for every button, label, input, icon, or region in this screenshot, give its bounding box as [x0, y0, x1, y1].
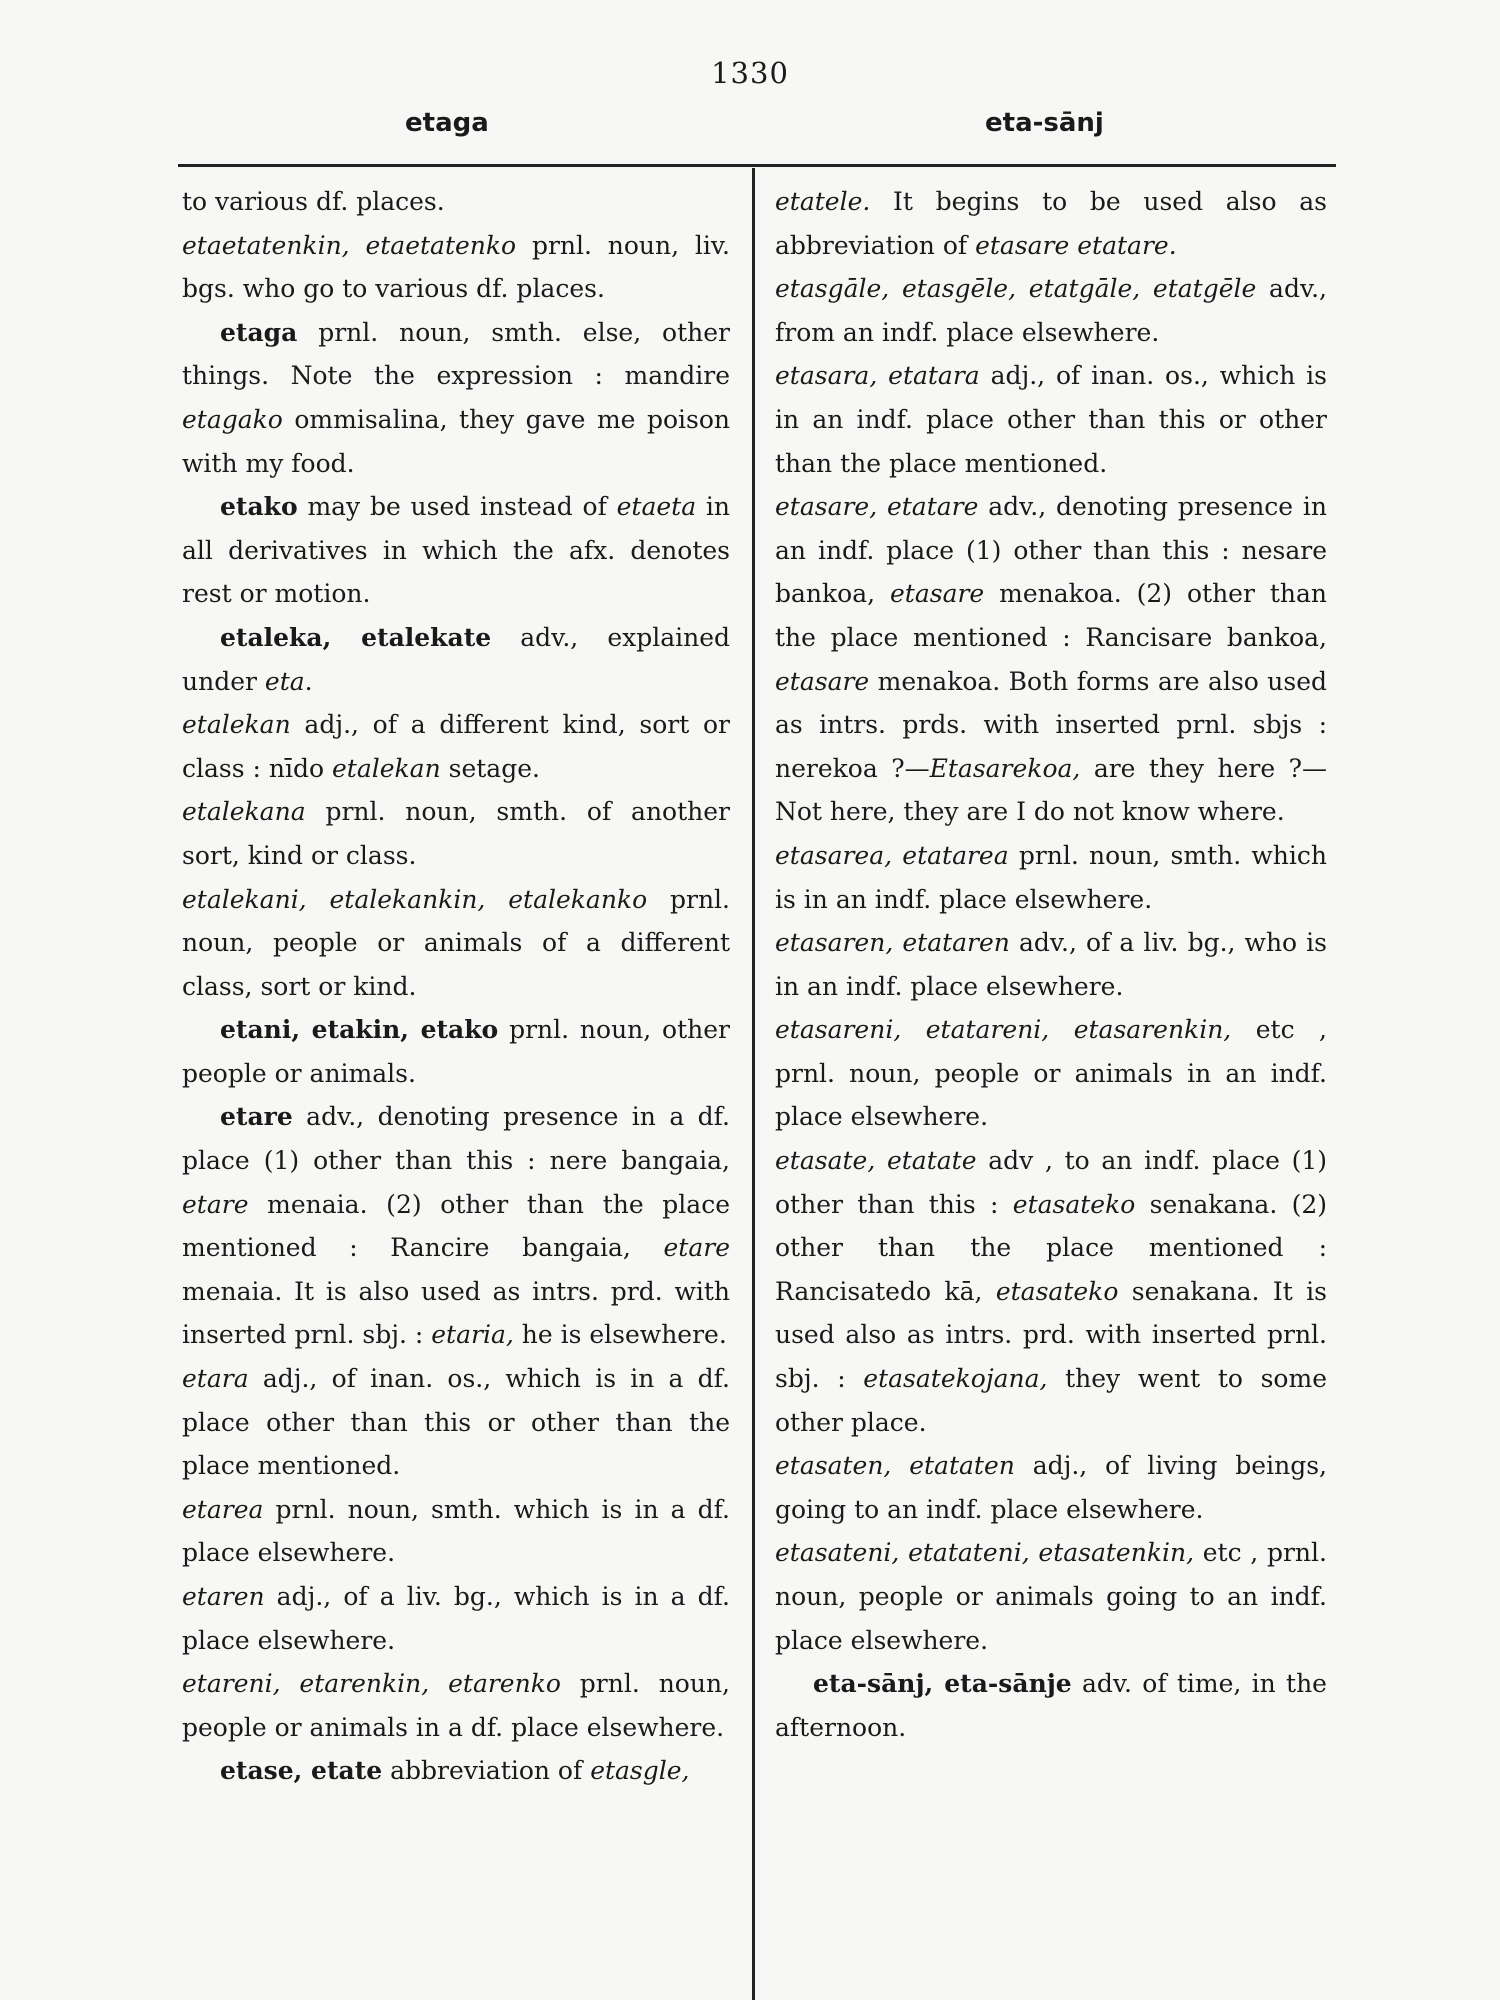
dictionary-entry [775, 1662, 1327, 1749]
dictionary-entry [182, 1488, 730, 1575]
definition-text: menaia. (2) other than the place mentioned : Rancire bangaia, [182, 1189, 730, 1263]
definition-text: adv., of a liv. bg., who is in an indf. place elsewhere. [775, 928, 1328, 1001]
definition-text: prnl. noun, people or animals in a df. place elsewhere. [182, 1669, 730, 1742]
italic-term: etarea [182, 1494, 264, 1524]
headword: etare [220, 1102, 293, 1132]
definition-text: he is elsewhere. [513, 1320, 727, 1350]
dictionary-entry [182, 485, 730, 616]
definition-text: adj., of a different kind, sort or class : nīdo [182, 710, 730, 783]
definition-text: prnl. noun, other people or animals. [182, 1015, 730, 1088]
dictionary-entry [775, 180, 1327, 267]
dictionary-entry [182, 1357, 730, 1488]
definition-text: adv., denoting presence in a df. place (1) other than this : nere bangaia, [182, 1102, 730, 1176]
definition-text: menakoa. (2) other than the place mentioned : Rancisare bankoa, [775, 579, 1328, 652]
dictionary-entry [775, 834, 1327, 921]
italic-term: Etasarekoa, [929, 753, 1081, 783]
definition-text: senakana. It is used also as intrs. prd. with inserted prnl. sbj. : [775, 1276, 1327, 1394]
italic-term: etara [182, 1364, 249, 1394]
definition-text: are they here ?—Not here, they are I do not know where. [775, 753, 1327, 827]
definition-text: adj., of living beings, going to an indf. place elsewhere. [775, 1451, 1327, 1524]
headword: etaga [220, 317, 298, 347]
definition-text: prnl. noun, smth. which is in an indf. place elsewhere. [775, 840, 1327, 914]
dictionary-entry [182, 703, 730, 790]
italic-term: etasara, etatara [775, 361, 980, 391]
italic-term: etaren [182, 1582, 265, 1611]
dictionary-entry [182, 790, 730, 877]
definition-text: etc , prnl. noun, people or animals going to an indf. place elsewhere. [775, 1538, 1327, 1655]
column-divider [752, 168, 755, 2000]
italic-term: etaetatenkin, etaetatenko [182, 230, 517, 260]
italic-term: etasarea, etatarea [775, 840, 1009, 870]
italic-term: etasareni, etatareni, etasarenkin, [775, 1015, 1232, 1045]
definition-text: adj., of inan. os., which is in an indf. place other than this or other than the place mentioned. [775, 361, 1327, 478]
italic-term: etasateni, etatateni, etasatenkin, [775, 1538, 1195, 1568]
italic-term: etasare [890, 579, 985, 609]
dictionary-entry [775, 1444, 1327, 1531]
headword: etaleka, etalekate [220, 622, 492, 652]
italic-term: etasaren, etataren [775, 928, 1010, 958]
headword: etase, etate [220, 1756, 383, 1786]
definition-text: adj., of a liv. bg., which is in a df. place elsewhere. [182, 1582, 730, 1655]
italic-term: etareni, etarenkin, etarenko [182, 1669, 561, 1699]
italic-term: etaria, [431, 1320, 514, 1350]
right-column [775, 180, 1327, 1749]
italic-term: etasare [775, 666, 870, 696]
italic-term: etalekani, etalekankin, etalekanko [182, 884, 648, 914]
definition-text: abbreviation of [382, 1756, 591, 1786]
italic-term: etasateko [1012, 1189, 1136, 1219]
dictionary-entry [182, 878, 730, 1009]
italic-term: eta [264, 666, 305, 696]
definition-text: may be used instead of [297, 492, 617, 522]
definition-text: adv., denoting presence in an indf. place (1) other than this : nesare bankoa, [775, 492, 1327, 609]
definition-text: senakana. (2) other than the place mentioned : Rancisatedo kā, [775, 1189, 1328, 1306]
definition-text: ommisalina, they gave me poison with my food. [182, 404, 730, 478]
definition-text: prnl. noun, smth. else, other things. Note the expression : mandire [182, 317, 730, 391]
italic-term: etasare etatare. [975, 230, 1177, 260]
definition-text: they went to some other place. [775, 1364, 1327, 1437]
dictionary-entry [775, 1139, 1327, 1444]
dictionary-entry [182, 1662, 730, 1749]
dictionary-entry [182, 180, 730, 224]
dictionary-entry [775, 354, 1327, 485]
dictionary-entry [775, 1008, 1327, 1139]
left-column [182, 180, 730, 1793]
header-rule [178, 164, 1336, 167]
italic-term: etare [182, 1189, 249, 1219]
dictionary-entry [775, 1531, 1327, 1662]
definition-text: . [304, 666, 313, 696]
dictionary-entry [182, 1575, 730, 1662]
definition-text: in all derivatives in which the afx. denotes rest or motion. [182, 492, 730, 609]
italic-term: etasare, etatare [775, 492, 979, 522]
dictionary-entry [182, 1008, 730, 1095]
dictionary-entry [182, 1749, 730, 1793]
dictionary-entry [182, 224, 730, 311]
definition-text: prnl. noun, smth. of another sort, kind or class. [182, 797, 730, 870]
italic-term: etasate, etatate [775, 1146, 977, 1176]
right-guide-word: eta-sānj [985, 108, 1104, 138]
definition-text: menakoa. Both forms are also used as intrs. prds. with inserted prnl. sbjs : nerekoa ?— [775, 666, 1327, 783]
headword: eta-sānj, eta-sānje [813, 1669, 1072, 1699]
definition-text: setage. [440, 753, 540, 783]
dictionary-entry [182, 311, 730, 485]
definition-text: etc , prnl. noun, people or animals in an indf. place elsewhere. [775, 1015, 1328, 1132]
headword: etani, etakin, etako [220, 1015, 499, 1045]
italic-term: etagako [182, 404, 283, 434]
definition-text: to various df. places. [182, 187, 445, 216]
dictionary-entry [775, 485, 1327, 834]
headword: etako [220, 492, 298, 522]
italic-term: etasgle, [590, 1756, 690, 1786]
italic-term: etalekana [182, 797, 306, 827]
definition-text: adv. of time, in the afternoon. [775, 1669, 1327, 1742]
italic-term: etaeta [616, 492, 697, 522]
definition-text: menaia. It is also used as intrs. prd. with inserted prnl. sbj. : [182, 1276, 730, 1350]
definition-text: adv , to an indf. place (1) other than this : [775, 1146, 1327, 1219]
dictionary-entry [775, 267, 1327, 354]
dictionary-entry [775, 921, 1327, 1008]
italic-term: etasatekojana, [863, 1364, 1048, 1394]
italic-term: etalekan [182, 710, 291, 740]
definition-text: prnl. noun, smth. which is in a df. place elsewhere. [182, 1494, 730, 1568]
dictionary-entry [182, 616, 730, 703]
definition-text: adv., explained under [182, 622, 731, 696]
definition-text: prnl. noun, people or animals of a different class, sort or kind. [182, 884, 730, 1001]
italic-term: etalekan [331, 753, 441, 783]
page-number: 1330 [711, 56, 789, 90]
definition-text: It begins to be used also as abbreviation of [775, 187, 1327, 260]
italic-term: etasaten, etataten [775, 1451, 1015, 1481]
definition-text: prnl. noun, liv. bgs. who go to various df. places. [182, 230, 731, 304]
italic-term: etasgāle, etasgēle, etatgāle, etatgēle [775, 274, 1257, 304]
definition-text: adv., from an indf. place elsewhere. [775, 274, 1327, 347]
definition-text: adj., of inan. os., which is in a df. place other than this or other than the place mentioned. [182, 1364, 730, 1481]
italic-term: etasateko [995, 1276, 1119, 1306]
left-guide-word: etaga [405, 108, 489, 138]
dictionary-entry [182, 1095, 730, 1357]
italic-term: etare [663, 1233, 730, 1263]
italic-term: etatele. [775, 187, 871, 216]
